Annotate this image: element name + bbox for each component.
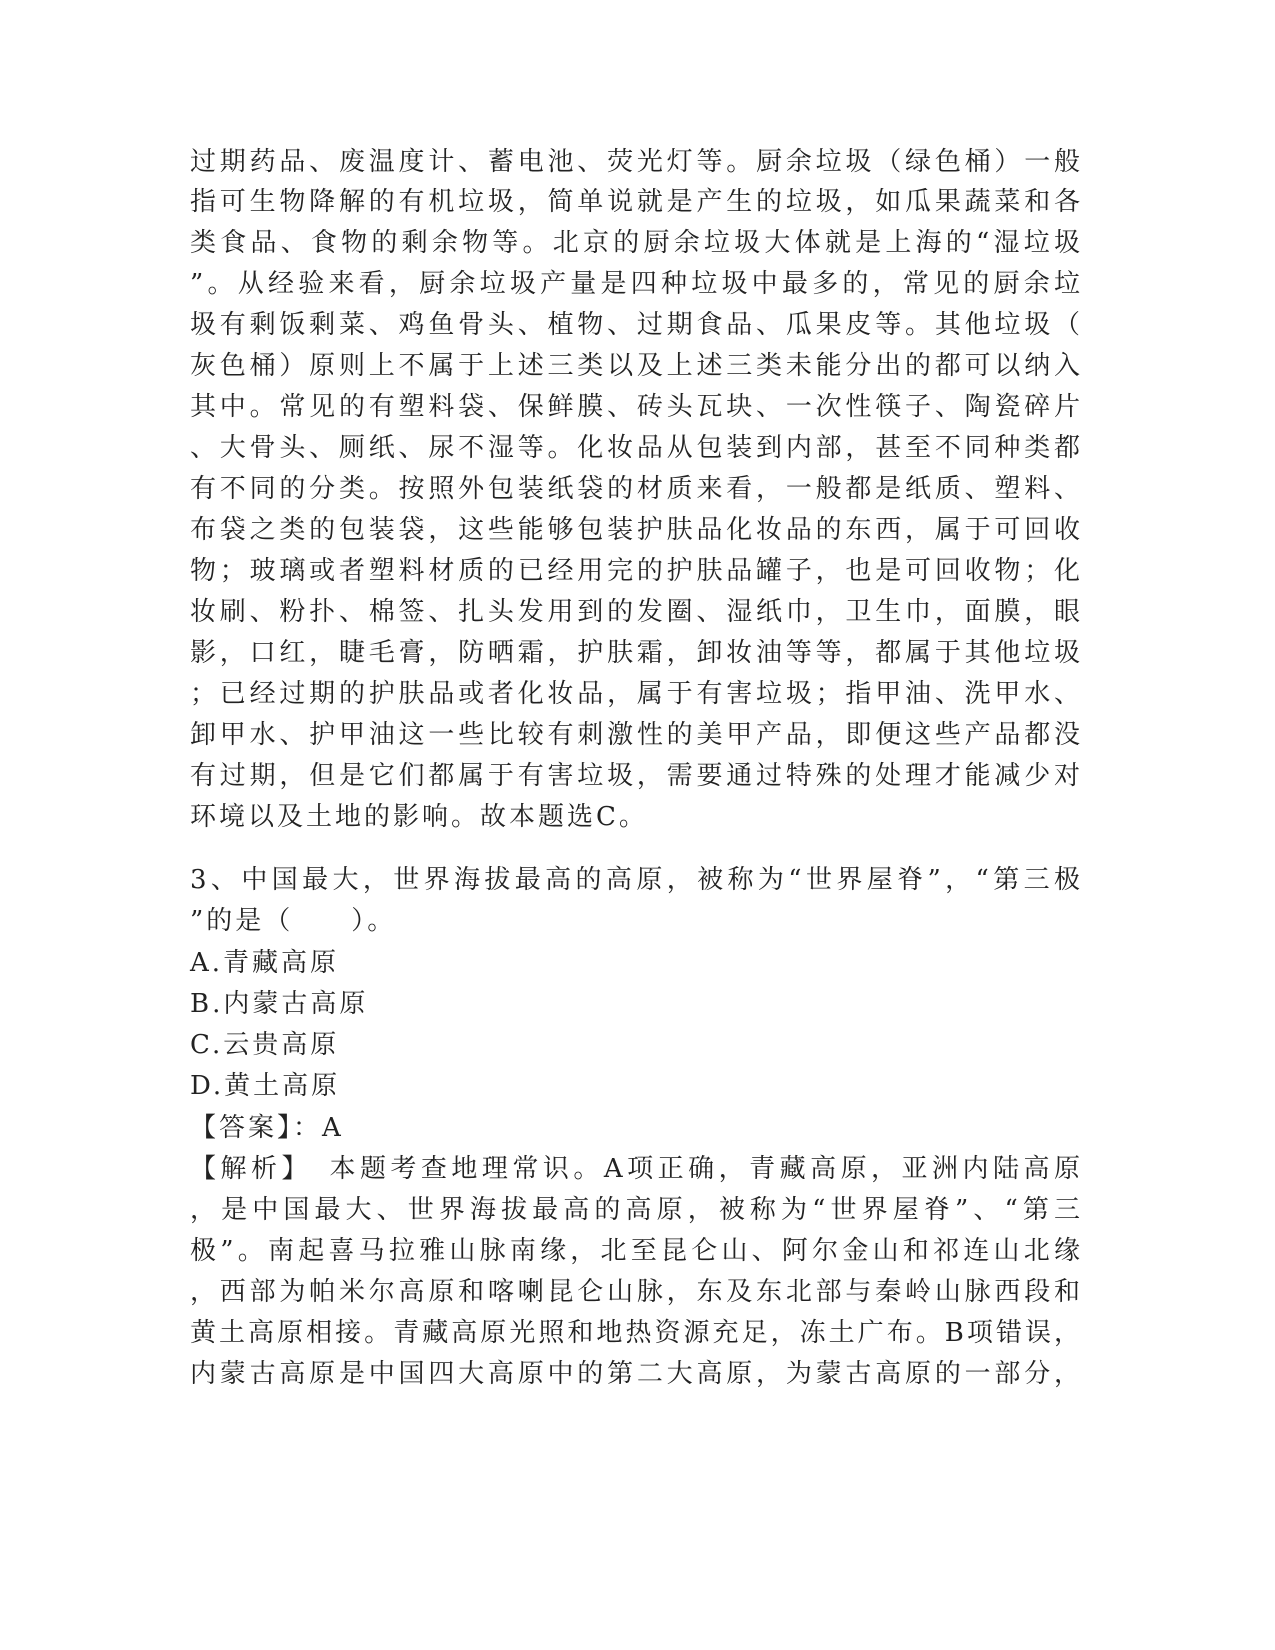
text-line: ；已经过期的护肤品或者化妆品，属于有害垃圾；指甲油、洗甲水、 <box>190 679 1080 709</box>
analysis-line: ，是中国最大、世界海拔最高的高原，被称为“世界屋脊”、“第三 <box>190 1195 1080 1225</box>
option-c: C.云贵高原 <box>190 1030 340 1060</box>
text-line: 影，口红，睫毛膏，防晒霜，护肤霜，卸妆油等等，都属于其他垃圾 <box>190 638 1080 668</box>
text-line: 圾有剩饭剩菜、鸡鱼骨头、植物、过期食品、瓜果皮等。其他垃圾（ <box>190 310 1080 340</box>
text-line: 卸甲水、护甲油这一些比较有刺激性的美甲产品，即便这些产品都没 <box>190 720 1080 750</box>
analysis-line: 黄土高原相接。青藏高原光照和地热资源充足，冻土广布。B项错误， <box>190 1318 1080 1348</box>
analysis-line: 【解析】 本题考查地理常识。A项正确，青藏高原，亚洲内陆高原 <box>190 1154 1080 1184</box>
text-line: ”。从经验来看，厨余垃圾产量是四种垃圾中最多的，常见的厨余垃 <box>190 269 1080 299</box>
question-stem-line: ”的是（ ）。 <box>190 906 397 936</box>
text-line: 有不同的分类。按照外包装纸袋的材质来看，一般都是纸质、塑料、 <box>190 474 1080 504</box>
text-line: 类食品、食物的剩余物等。北京的厨余垃圾大体就是上海的“湿垃圾 <box>190 228 1080 258</box>
analysis-line: 内蒙古高原是中国四大高原中的第二大高原，为蒙古高原的一部分， <box>190 1359 1080 1389</box>
text-line: 过期药品、废温度计、蓄电池、荧光灯等。厨余垃圾（绿色桶）一般 <box>190 147 1080 177</box>
text-line: 布袋之类的包装袋，这些能够包装护肤品化妆品的东西，属于可回收 <box>190 515 1080 545</box>
text-line: 有过期，但是它们都属于有害垃圾，需要通过特殊的处理才能减少对 <box>190 761 1080 791</box>
text-line: 妆刷、粉扑、棉签、扎头发用到的发圈、湿纸巾，卫生巾，面膜，眼 <box>190 597 1080 627</box>
text-line: 其中。常见的有塑料袋、保鲜膜、砖头瓦块、一次性筷子、陶瓷碎片 <box>190 392 1080 422</box>
question-stem-line: 3、中国最大，世界海拔最高的高原，被称为“世界屋脊”，“第三极 <box>190 865 1080 895</box>
option-d: D.黄土高原 <box>190 1071 341 1101</box>
option-b: B.内蒙古高原 <box>190 989 369 1019</box>
text-line: 指可生物降解的有机垃圾，简单说就是产生的垃圾，如瓜果蔬菜和各 <box>190 187 1080 217</box>
option-a: A.青藏高原 <box>190 948 340 978</box>
answer-line: 【答案】：A <box>190 1113 344 1143</box>
analysis-line: ，西部为帕米尔高原和喀喇昆仑山脉，东及东北部与秦岭山脉西段和 <box>190 1277 1080 1307</box>
text-line: 灰色桶）原则上不属于上述三类以及上述三类未能分出的都可以纳入 <box>190 351 1080 381</box>
analysis-line: 极”。南起喜马拉雅山脉南缘，北至昆仑山、阿尔金山和祁连山北缘 <box>190 1236 1080 1266</box>
text-line: 、大骨头、厕纸、尿不湿等。化妆品从包装到内部，甚至不同种类都 <box>190 433 1080 463</box>
text-line: 环境以及土地的影响。故本题选C。 <box>190 802 648 832</box>
text-line: 物；玻璃或者塑料材质的已经用完的护肤品罐子，也是可回收物；化 <box>190 556 1080 586</box>
